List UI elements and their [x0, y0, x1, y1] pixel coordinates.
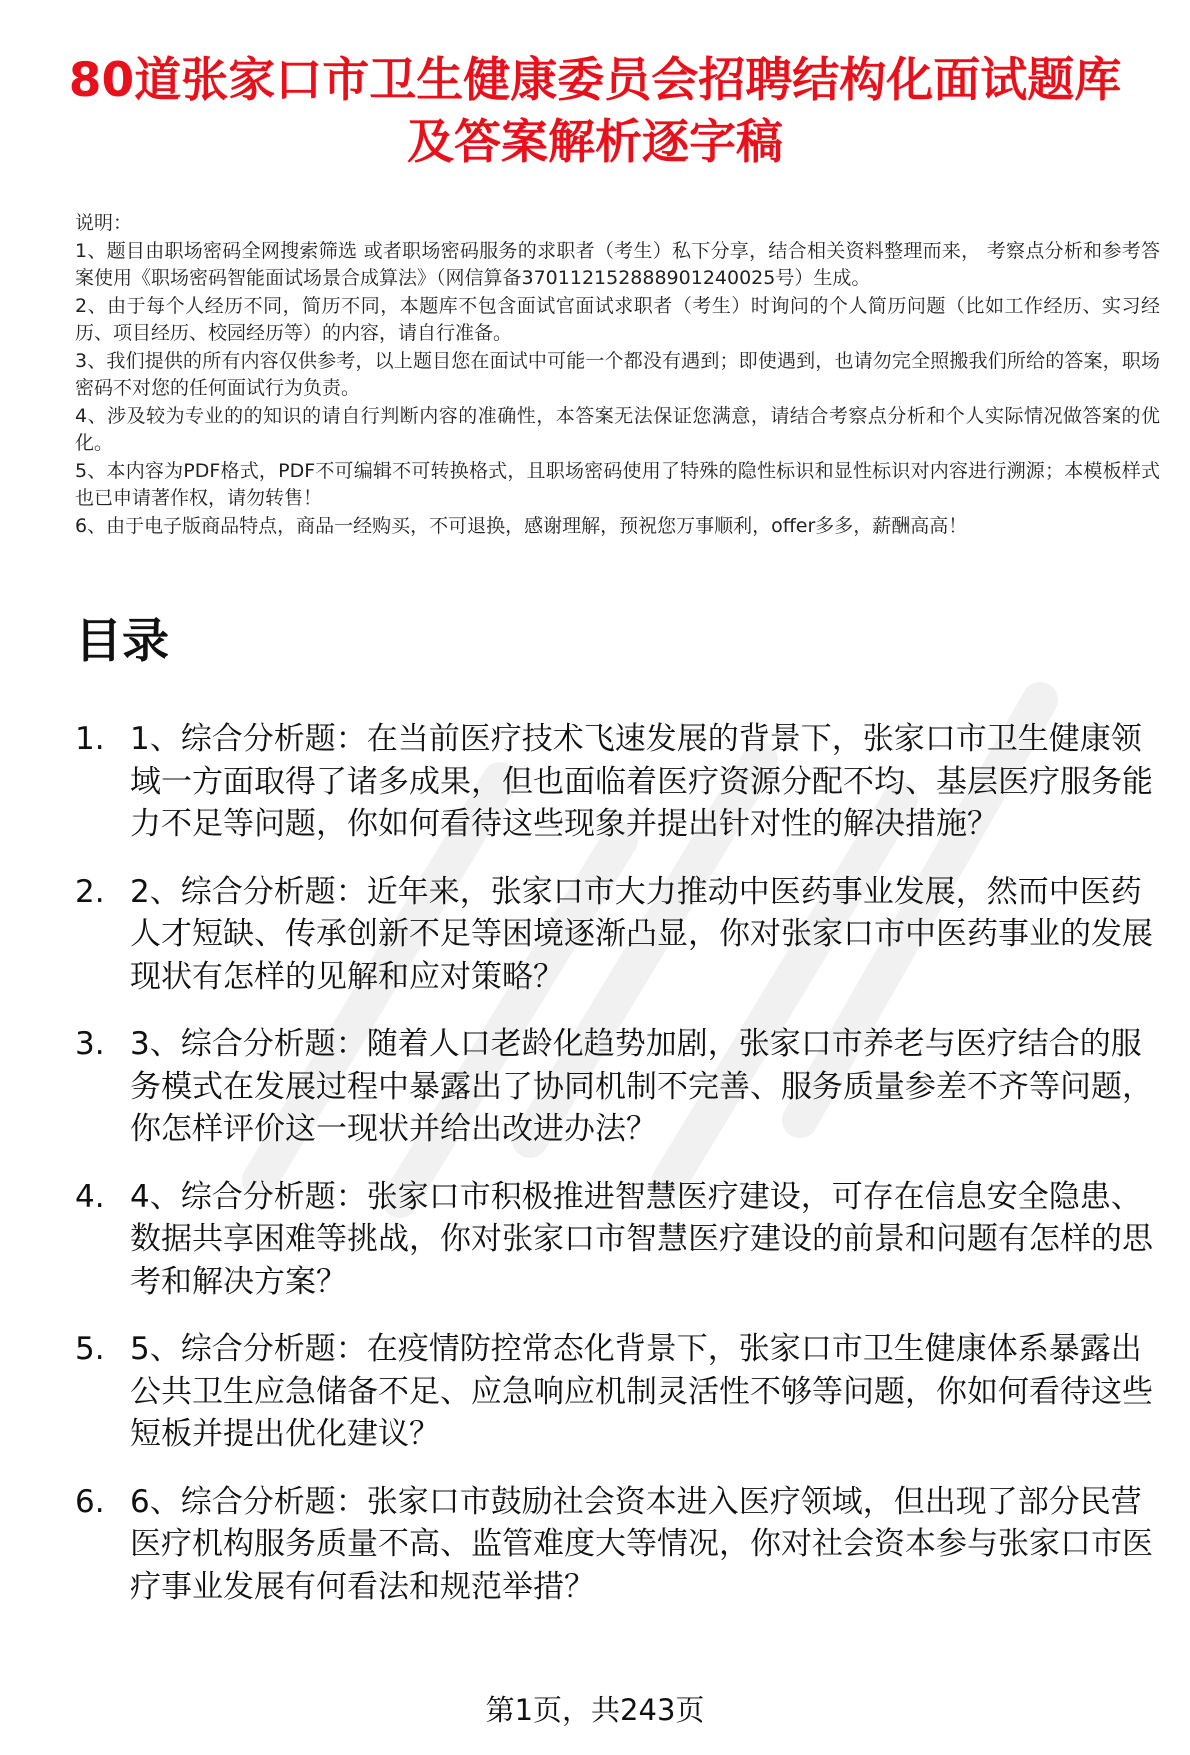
toc-item[interactable] [75, 1481, 1170, 1609]
toc-item-number: 2. [75, 873, 105, 910]
toc-item[interactable] [75, 1176, 1170, 1304]
toc-item[interactable] [75, 871, 1170, 999]
toc-item-text[interactable]: 1、综合分析题：在当前医疗技术飞速发展的背景下，张家口市卫生健康领域一方面取得了诸多成果，但也面临着医疗资源分配不均、基层医疗服务能力不足等问题，你如何看待这些现象并提出针对性的解决措施？ [130, 721, 1153, 842]
note-item: 3、我们提供的所有内容仅供参考，以上题目您在面试中可能一个都没有遇到；即使遇到，也请勿完全照搬我们所给的答案，职场密码不对您的任何面试行为负责。 [75, 349, 1160, 399]
note-item: 5、本内容为PDF格式，PDF不可编辑不可转换格式，且职场密码使用了特殊的隐性标识和显性标识对内容进行溯源；本模板样式也已申请著作权，请勿转售！ [75, 459, 1160, 509]
notes-section [75, 210, 1160, 540]
note-item: 2、由于每个人经历不同，简历不同，本题库不包含面试官面试求职者（考生）时询问的个人简历问题（比如工作经历、实习经历、项目经历、校园经历等）的内容，请自行准备。 [75, 294, 1160, 344]
toc-item-number: 5. [75, 1331, 105, 1367]
note-item: 6、由于电子版商品特点，商品一经购买，不可退换，感谢理解，预祝您万事顺利，offer多多，薪酬高高！ [75, 514, 968, 537]
note-item: 1、题目由职场密码全网搜索筛选 或者职场密码服务的求职者（考生）私下分享，结合相关资料整理而来， 考察点分析和参考答案使用《职场密码智能面试场景合成算法》（网信算备370112152888901240025号）生成。 [75, 239, 1160, 289]
table-of-contents [75, 718, 1170, 1633]
toc-item-text[interactable]: 5、综合分析题：在疫情防控常态化背景下，张家口市卫生健康体系暴露出公共卫生应急储备不足、应急响应机制灵活性不够等问题，你如何看待这些短板并提出优化建议？ [130, 1331, 1153, 1452]
toc-heading: 目录 [75, 614, 169, 669]
toc-item[interactable] [75, 1328, 1170, 1456]
page-footer: 第1页，共243页 [485, 1693, 705, 1727]
note-item: 4、涉及较为专业的的知识的请自行判断内容的准确性，本答案无法保证您满意，请结合考察点分析和个人实际情况做答案的优化。 [75, 404, 1160, 454]
toc-item-text[interactable]: 4、综合分析题：张家口市积极推进智慧医疗建设，可存在信息安全隐患、数据共享困难等挑战，你对张家口市智慧医疗建设的前景和问题有怎样的思考和解决方案？ [130, 1178, 1153, 1300]
toc-item[interactable] [75, 718, 1170, 846]
toc-item-text[interactable]: 6、综合分析题：张家口市鼓励社会资本进入医疗领域，但出现了部分民营医疗机构服务质量不高、监管难度大等情况，你对社会资本参与张家口市医疗事业发展有何看法和规范举措？ [130, 1483, 1153, 1605]
toc-item-number: 3. [75, 1026, 105, 1062]
toc-item-number: 6. [75, 1483, 105, 1520]
notes-heading: 说明： [75, 212, 133, 234]
toc-item-text[interactable]: 2、综合分析题：近年来，张家口市大力推动中医药事业发展，然而中医药人才短缺、传承创新不足等困境逐渐凸显，你对张家口市中医药事业的发展现状有怎样的见解和应对策略？ [130, 873, 1153, 995]
toc-item-number: 4. [75, 1178, 105, 1215]
toc-item-number: 1. [75, 721, 105, 757]
toc-item-text[interactable]: 3、综合分析题：随着人口老龄化趋势加剧，张家口市养老与医疗结合的服务模式在发展过程中暴露出了协同机制不完善、服务质量参差不齐等问题，你怎样评价这一现状并给出改进办法？ [130, 1026, 1153, 1147]
toc-item[interactable] [75, 1023, 1170, 1151]
document-title: 80道张家口市卫生健康委员会招聘结构化面试题库及答案解析逐字稿 [68, 53, 1122, 170]
